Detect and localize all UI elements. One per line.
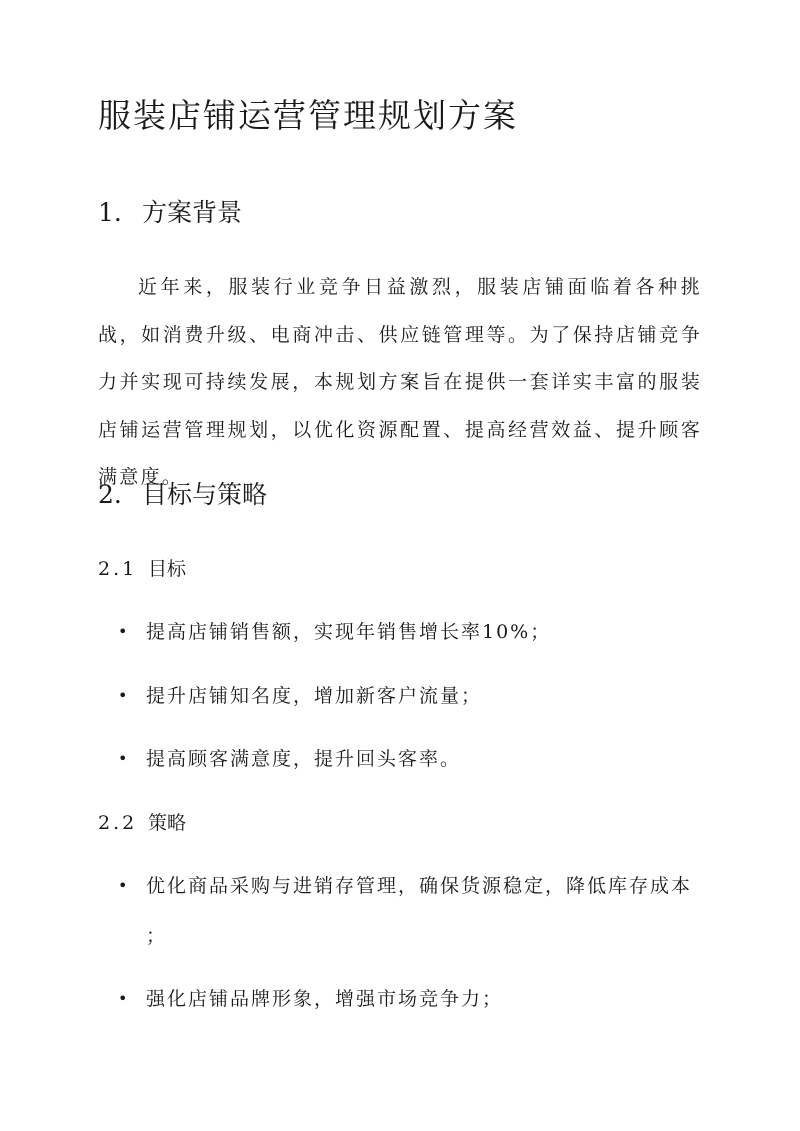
- subsection-2-1-title: 目标: [148, 558, 187, 580]
- bullet-icon: •: [118, 749, 130, 768]
- subsection-2-2-title: 策略: [148, 812, 187, 834]
- list-item-text: 提高顾客满意度，提升回头客率。: [146, 748, 462, 770]
- bullet-icon: •: [118, 622, 130, 641]
- subsection-2-2-number: 2.2: [98, 812, 138, 834]
- bullet-icon: •: [118, 989, 130, 1008]
- bullet-icon: •: [118, 876, 130, 895]
- section-1-paragraph: 近年来，服装行业竞争日益激烈，服装店铺面临着各种挑战，如消费升级、电商冲击、供应链管理等。为了保持店铺竞争力并实现可持续发展，本规划方案旨在提供一套详实丰富的服装店铺运营管理规划，以优化资源配置、提高经营效益、提升顾客满意度。: [98, 276, 702, 488]
- document-title: 服装店铺运营管理规划方案: [98, 96, 518, 135]
- subsection-2-2-heading: [98, 810, 186, 836]
- subsection-2-1-number: 2.1: [98, 558, 138, 580]
- section-2-title: 目标与策略: [142, 480, 268, 509]
- bullet-icon: •: [118, 686, 130, 705]
- list-item-text: 提高店铺销售额，实现年销售增长率10%；: [146, 621, 552, 643]
- section-2-heading: [98, 478, 267, 512]
- list-item-text: 优化商品采购与进销存管理，确保货源稳定，降低库存成本: [146, 875, 693, 897]
- section-1-number: 1.: [98, 198, 122, 227]
- list-item-continuation: ；: [146, 925, 166, 947]
- section-2-number: 2.: [98, 480, 122, 509]
- section-1-title: 方案背景: [142, 198, 243, 227]
- subsection-2-1-heading: [98, 556, 186, 582]
- list-item-text: 强化店铺品牌形象，增强市场竞争力；: [146, 988, 504, 1010]
- list-item-text: 提升店铺知名度，增加新客户流量；: [146, 685, 483, 707]
- section-1-heading: [98, 196, 242, 230]
